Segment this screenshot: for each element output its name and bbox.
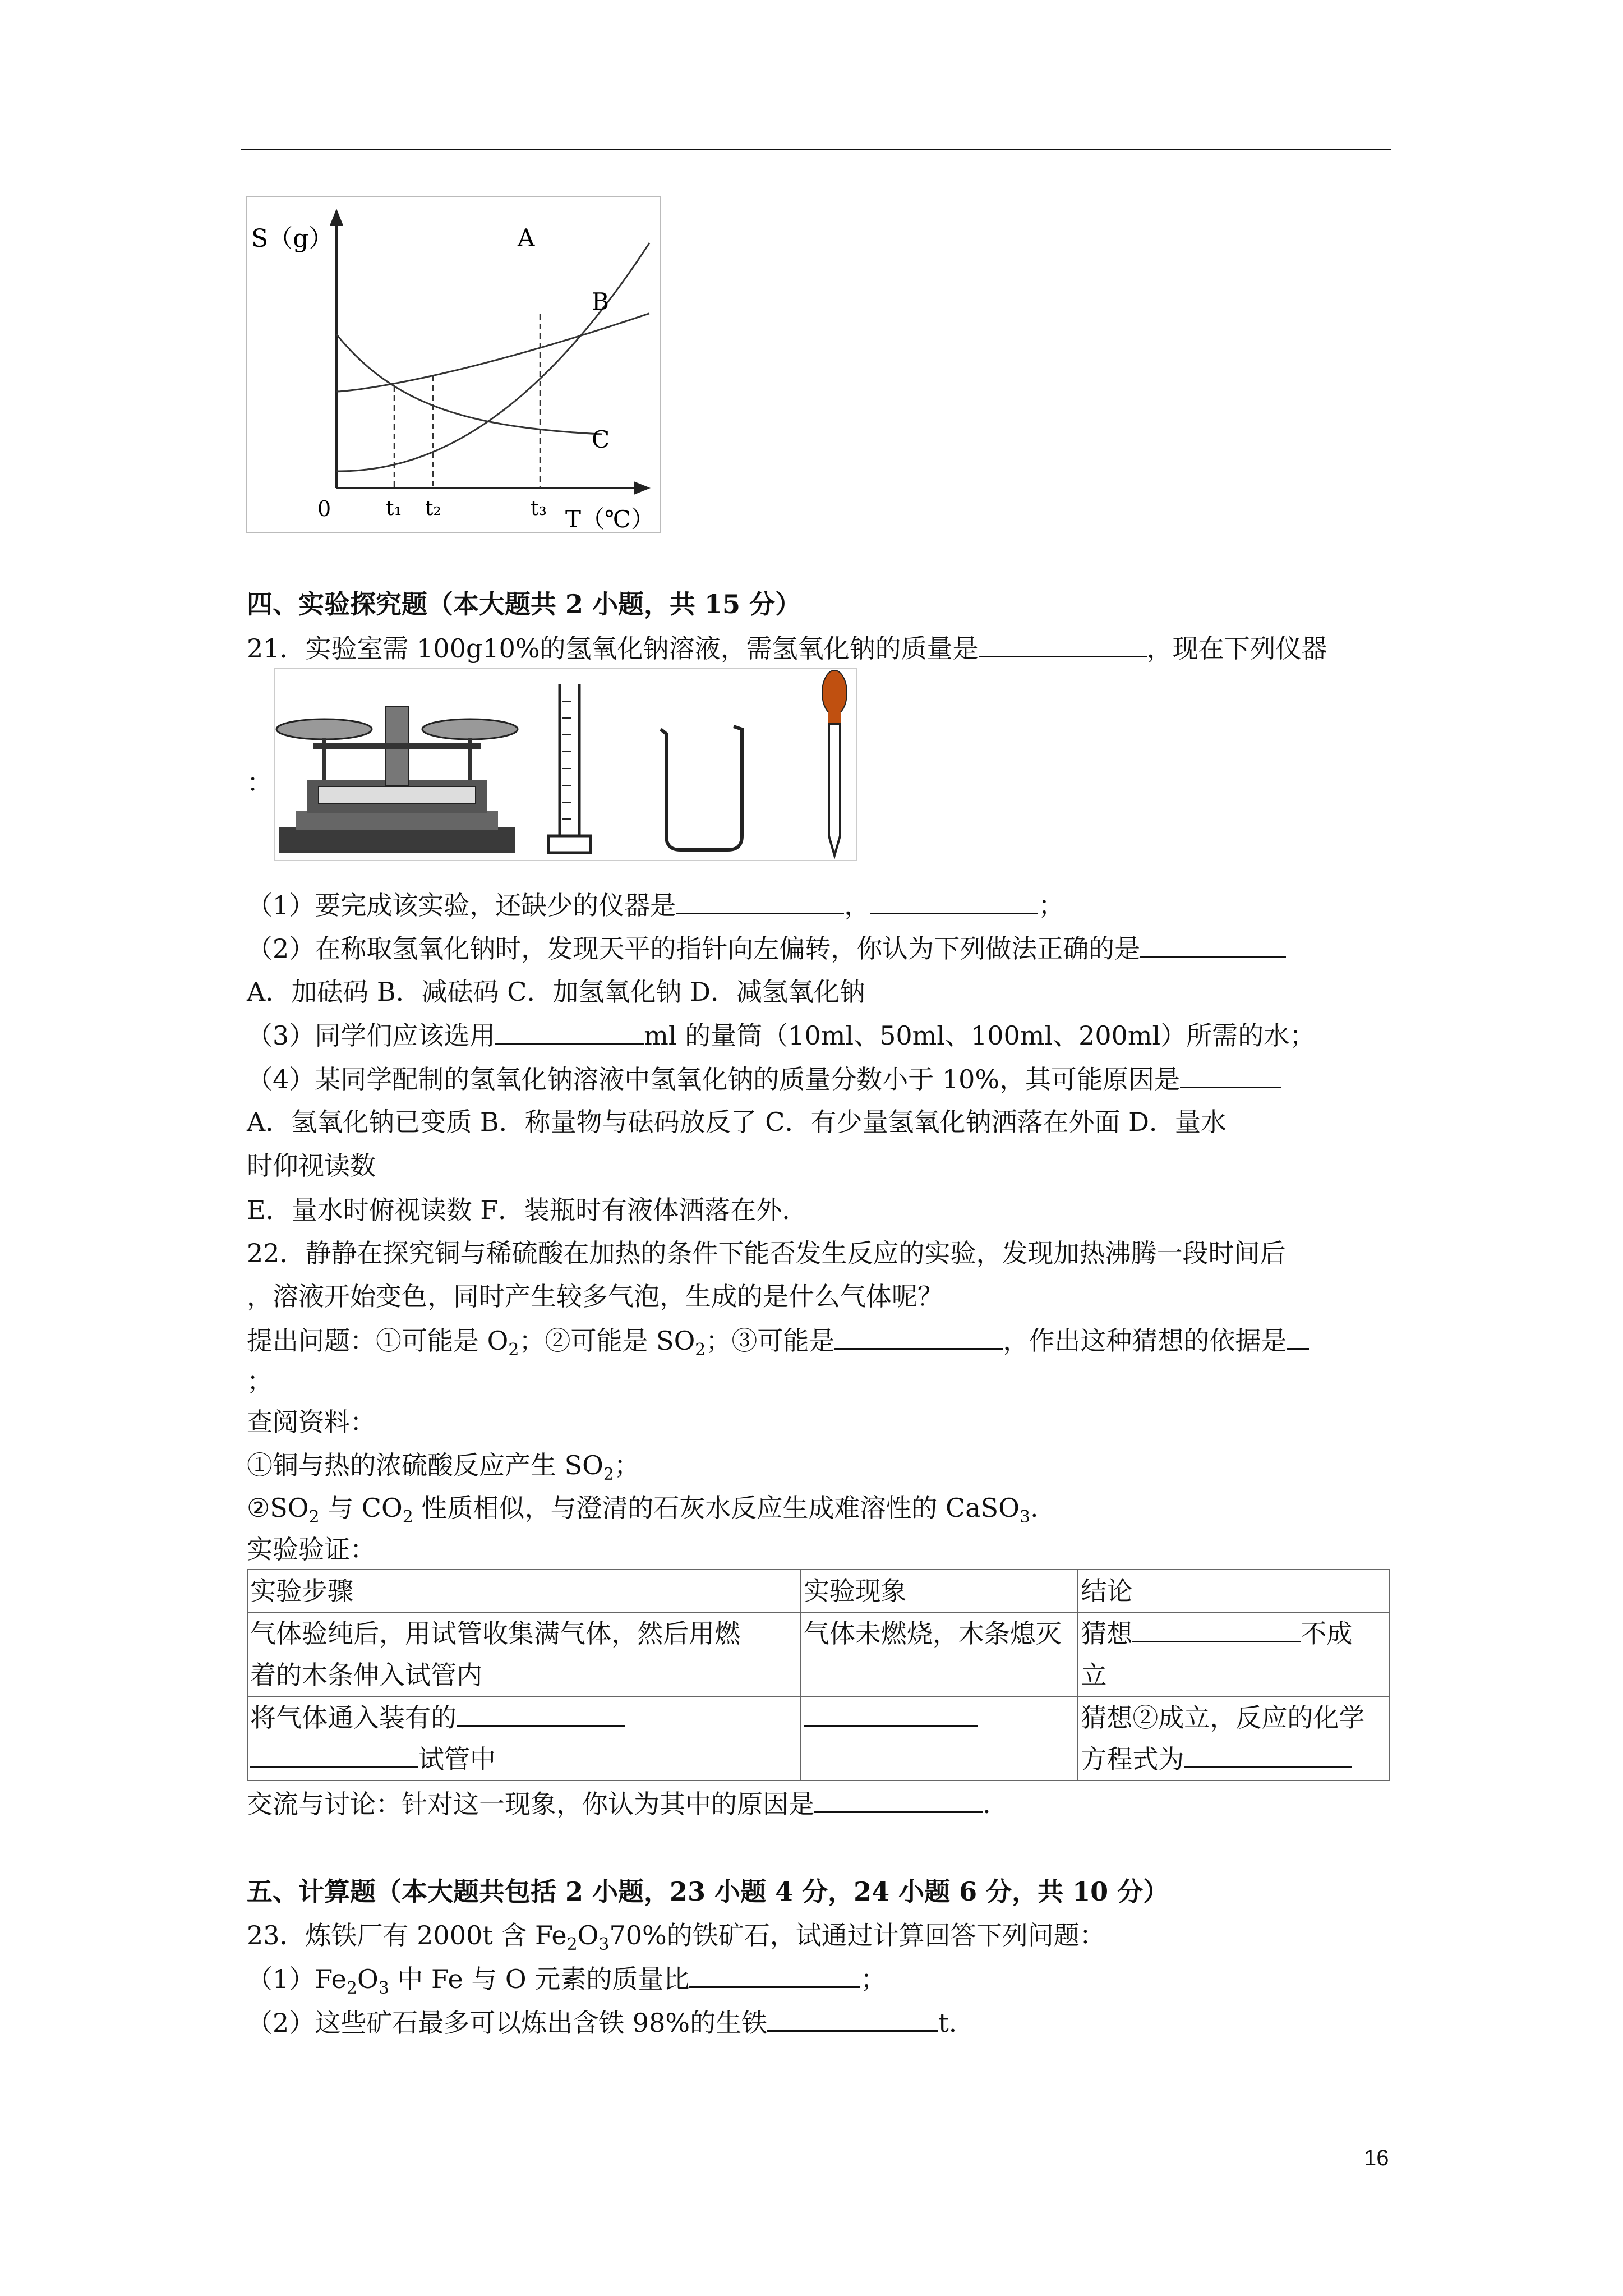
q22-hypotheses: 提出问题：①可能是 $O_2$；②可能是 $SO_2$；③可能是 ，作出这种猜想的依据是: [247, 1323, 1309, 1358]
q22-reference-2: $②SO_2$ 与 $CO_2$ 性质相似，与澄清的石灰水反应生成难溶性的 CaSO$_3$.: [247, 1493, 1039, 1527]
q22-semicolon: ；: [247, 1366, 273, 1396]
q23-part-1: $(1)Fe_2O_3$ 中 Fe 与 O 元素的质量比 ；: [247, 1962, 886, 1996]
table-hypothesis-blank[interactable]: [1132, 1616, 1301, 1642]
q21-stem: 21．实验室需 100g10%的氢氧化钠溶液，需氢氧化钠的质量是 ，现在下列仪器: [247, 631, 1327, 665]
x-tick-t3: t₃: [531, 497, 547, 520]
q22-stem-2: ，溶液开始变色，同时产生较多气泡，生成的是什么气体呢？: [247, 1281, 943, 1312]
table-header-cell: 结论: [1078, 1570, 1389, 1612]
q21-apparatus: [274, 668, 857, 861]
experiment-table: [247, 1569, 1390, 1781]
q21-part-3: （3）同学们应该选用 ml 的量筒（10ml、50ml、100ml、200ml）所需的水；: [247, 1018, 1315, 1052]
series-label-b: B: [592, 288, 609, 315]
table-phenomenon-blank[interactable]: [804, 1700, 978, 1727]
beaker-icon: [661, 726, 742, 850]
q21-cylinder-blank[interactable]: [495, 1018, 644, 1045]
q22-basis-blank[interactable]: [1287, 1323, 1309, 1350]
table-reagent-blank-2[interactable]: [250, 1742, 418, 1768]
x-axis-label: T（℃）: [565, 505, 654, 533]
table-row: [247, 1612, 1389, 1696]
dropper-icon: [822, 670, 847, 855]
section-5-heading: 五、计算题（本大题共包括 2 小题，23 小题 4 分，24 小题 6 分，共 10 分）: [247, 1876, 1169, 1907]
table-header-row: [247, 1570, 1389, 1612]
table-equation-blank[interactable]: [1184, 1742, 1352, 1768]
q21-missing-instrument-blank-2[interactable]: [870, 888, 1038, 914]
y-axis-arrow: [330, 209, 343, 226]
x-tick-t1: t₁: [386, 497, 402, 520]
q22-discussion: 交流与讨论：针对这一现象，你认为其中的原因是 .: [247, 1787, 991, 1821]
q21-part-4-options-2: 时仰视读数: [247, 1151, 376, 1181]
q22-stem-1: 22．静静在探究铜与稀硫酸在加热的条件下能否发生反应的实验，发现加热沸腾一段时间后: [247, 1238, 1286, 1268]
q21-part-2-blank[interactable]: [1140, 931, 1286, 958]
table-cell: 气体未燃烧，木条熄灭: [801, 1612, 1078, 1696]
q22-reference-title: 查阅资料：: [247, 1407, 376, 1437]
series-line-c: [336, 334, 602, 434]
table-row: [247, 1696, 1389, 1780]
series-label-c: C: [592, 426, 610, 453]
q21-part-4-options-3: E．量水时俯视读数 F．装瓶时有液体洒落在外.: [247, 1195, 790, 1225]
q21-mass-blank[interactable]: [979, 631, 1147, 657]
q21-missing-instrument-blank-1[interactable]: [676, 888, 844, 914]
q22-discussion-blank[interactable]: [814, 1787, 983, 1813]
series-label-a: A: [518, 224, 535, 251]
q21-part-4: （4）某同学配制的氢氧化钠溶液中氢氧化钠的质量分数小于 10%，其可能原因是: [247, 1062, 1281, 1096]
q23-stem: 23．炼铁厂有 2000t 含 $Fe_2O_370\%$的铁矿石，试通过计算回答下列问题：: [247, 1920, 1105, 1955]
y-axis-label: S（g）: [251, 224, 334, 253]
graduated-cylinder-icon: [548, 684, 591, 853]
table-header-cell: 实验现象: [801, 1570, 1078, 1612]
table-cell: 猜想 不成 立: [1078, 1612, 1389, 1696]
q22-verify-title: 实验验证：: [247, 1534, 376, 1565]
q22-hypothesis-3-blank[interactable]: [834, 1323, 1003, 1350]
table-cell: 猜想②成立，反应的化学 方程式为: [1078, 1696, 1389, 1780]
table-cell: 将气体通入装有的 试管中: [247, 1696, 801, 1780]
q21-part-1: （1）要完成该实验，还缺少的仪器是 ， ；: [247, 888, 1064, 922]
table-reagent-blank-1[interactable]: [457, 1700, 625, 1727]
x-tick-t2: t₂: [425, 497, 441, 520]
table-header-cell: 实验步骤: [247, 1570, 801, 1612]
solubility-chart: [246, 196, 661, 533]
q21-part-2: （2）在称取氢氧化钠时，发现天平的指针向左偏转，你认为下列做法正确的是: [247, 931, 1286, 965]
table-cell: [801, 1696, 1078, 1780]
q23-pig-iron-blank[interactable]: [767, 2005, 938, 2032]
q22-reference-1: ①铜与热的浓硫酸反应产生 $SO_2$；: [247, 1450, 640, 1485]
q21-part-4-options-1: A．氢氧化钠已变质 B．称量物与砝码放反了 C．有少量氢氧化钠洒落在外面 D．量水: [247, 1107, 1227, 1137]
q21-part-2-options: A．加砝码 B．减砝码 C．加氢氧化钠 D．减氢氧化钠: [247, 977, 865, 1007]
x-axis-arrow: [634, 481, 651, 495]
header-rule: [241, 149, 1391, 150]
q21-colon: ：: [247, 767, 273, 798]
q23-mass-ratio-blank[interactable]: [689, 1962, 860, 1988]
origin-label: 0: [317, 496, 331, 521]
table-cell: 气体验纯后，用试管收集满气体，然后用燃 着的木条伸入试管内: [247, 1612, 801, 1696]
q23-part-2: （2）这些矿石最多可以炼出含铁 98%的生铁 t.: [247, 2005, 957, 2040]
balance-icon: [276, 707, 518, 853]
q21-part-4-blank[interactable]: [1180, 1062, 1281, 1088]
section-4-heading: 四、实验探究题（本大题共 2 小题，共 15 分）: [247, 589, 801, 619]
page-number: 16: [1364, 2146, 1389, 2170]
